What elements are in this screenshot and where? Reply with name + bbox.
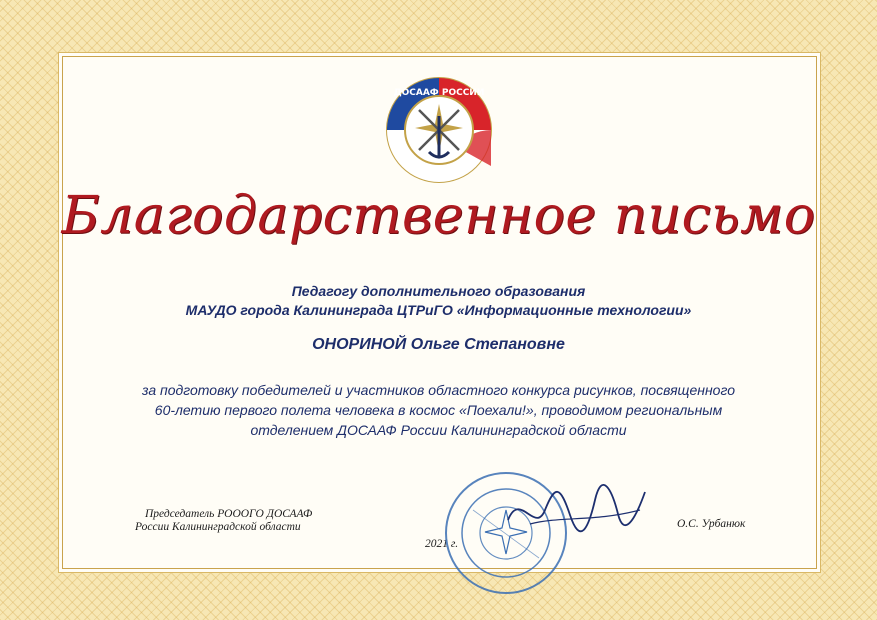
recipient-organization: МАУДО города Калининграда ЦТРиГО «Информационные технологии» <box>185 302 692 318</box>
chairman-title-line-1: Председатель РОООГО ДОСААФ <box>145 508 313 520</box>
certificate-title: Благодарственное письмо <box>61 186 816 246</box>
recipient-name: ОНОРИНОЙ Ольге Степановне <box>312 336 565 353</box>
body-line-1: за подготовку победителей и участников областного конкурса рисунков, посвященного <box>142 382 735 398</box>
year: 2021 г. <box>425 538 459 550</box>
body-line-2: 60-летию первого полета человека в космос «Поехали!», проводимом региональным <box>154 402 723 418</box>
recipient-position: Педагогу дополнительного образования <box>291 283 586 299</box>
chairman-title-line-2: России Калининградской области <box>135 521 301 533</box>
signature-icon <box>500 480 650 540</box>
signer-name: О.С. Урбанюк <box>677 518 746 530</box>
logo-text: ДОСААФ РОССИИ <box>393 88 485 98</box>
dosaaf-emblem-icon <box>385 76 493 184</box>
body-line-3: отделением ДОСААФ России Калининградской области <box>250 422 627 438</box>
